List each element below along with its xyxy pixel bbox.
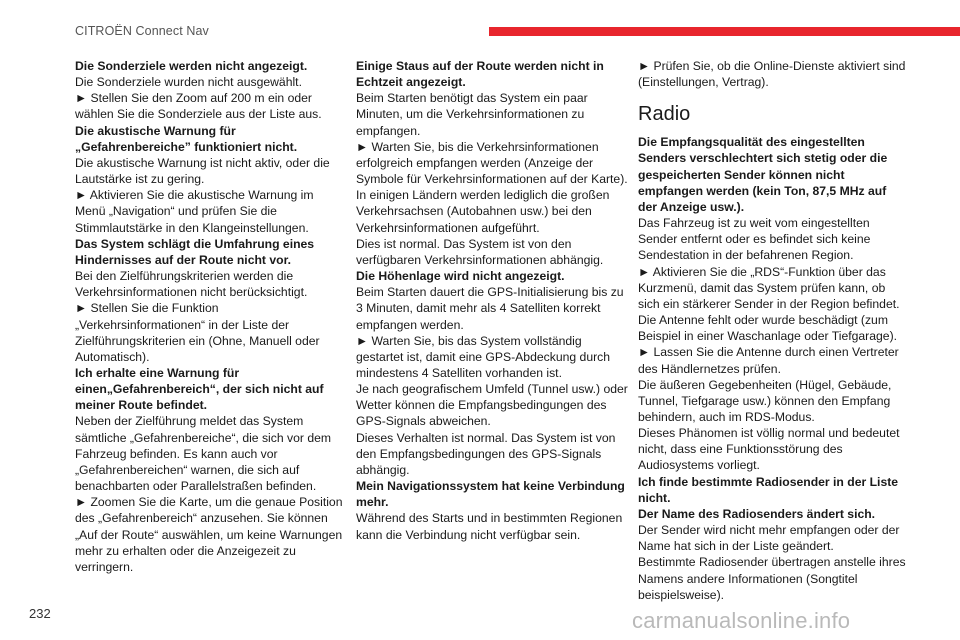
body-paragraph: Dieses Phänomen ist völlig normal und bedeutet nicht, dass eine Funktionsstörung des Audiosystems vorliegt. bbox=[638, 426, 900, 473]
body-paragraph: ► Stellen Sie die Funktion „Verkehrsinformationen“ in der Liste der Zielführungskriterien ein (Ohne, Manuell oder Automatisch). bbox=[75, 301, 320, 364]
bold-heading-paragraph: Das System schlägt die Umfahrung eines Hindernisses auf der Route nicht vor. bbox=[75, 236, 315, 267]
text-column-1 bbox=[75, 58, 347, 575]
header-title: CITROËN Connect Nav bbox=[75, 24, 209, 38]
body-paragraph: ► Aktivieren Sie die „RDS“-Funktion über das Kurzmenü, damit das System prüfen kann, ob sich ein stärkerer Sender in der Region befindet. bbox=[638, 264, 900, 311]
header-accent-bar bbox=[489, 27, 960, 36]
bold-heading-paragraph: Die Empfangsqualität des eingestellten Senders verschlechtert sich stetig oder die gespeicherten Sender können nicht empfangen werden (kein Ton, 87,5 MHz auf der Anzeige usw.). bbox=[638, 135, 888, 214]
body-paragraph: ► Prüfen Sie, ob die Online-Dienste aktiviert sind (Einstellungen, Vertrag). bbox=[638, 59, 906, 90]
body-paragraph: Die Sonderziele wurden nicht ausgewählt. bbox=[75, 75, 302, 90]
bold-heading-paragraph: Ich finde bestimmte Radiosender in der Liste nicht. bbox=[638, 474, 899, 505]
text-column-2 bbox=[356, 58, 632, 543]
watermark: carmanualsonline.info bbox=[632, 608, 851, 633]
bold-heading-paragraph: Ich erhalte eine Warnung für einen„Gefahrenbereich“, der sich nicht auf meiner Route befindet. bbox=[75, 365, 324, 413]
body-paragraph: Während des Starts und in bestimmten Regionen kann die Verbindung nicht verfügbar sein. bbox=[356, 511, 623, 542]
bold-heading-paragraph: Die Höhenlage wird nicht angezeigt. bbox=[356, 269, 565, 284]
body-paragraph: Das Fahrzeug ist zu weit vom eingestellten Sender entfernt oder es befindet sich keine Sendestation in der befahrenen Region. bbox=[638, 216, 871, 263]
body-paragraph: In einigen Ländern werden lediglich die großen Verkehrsachsen (Autobahnen usw.) bei den Verkehrsinformationen aufgeführt. bbox=[356, 188, 610, 235]
section-heading: Radio bbox=[638, 103, 691, 126]
bold-heading-paragraph: Die akustische Warnung für „Gefahrenbereiche” funktioniert nicht. bbox=[75, 123, 298, 154]
body-paragraph: Die akustische Warnung ist nicht aktiv, oder die Lautstärke ist zu gering. bbox=[75, 155, 330, 187]
body-paragraph: Neben der Zielführung meldet das System sämtliche „Gefahrenbereiche“, die sich vor dem Fahrzeug befinden. Es kann auch vor „Gefahrenbereichen“ warnen, die sich auf benachbarten oder Parallelstraßen befinden. bbox=[75, 414, 332, 494]
body-paragraph: Der Sender wird nicht mehr empfangen oder der Name hat sich in der Liste geändert. bbox=[638, 523, 900, 554]
body-paragraph: ► Aktivieren Sie die akustische Warnung im Menü „Navigation“ und prüfen Sie die Stimmlautstärke in den Klangeinstellungen. bbox=[75, 188, 314, 235]
body-paragraph: ► Lassen Sie die Antenne durch einen Vertreter des Händlernetzes prüfen. bbox=[638, 345, 899, 376]
page-number: 232 bbox=[29, 606, 51, 621]
body-paragraph: ► Stellen Sie den Zoom auf 200 m ein oder wählen Sie die Sonderziele aus der Liste aus. bbox=[75, 91, 322, 122]
body-paragraph: ► Zoomen Sie die Karte, um die genaue Position des „Gefahrenbereich“ anzusehen. Sie können „Auf der Route“ auswählen, um keine Warnungen mehr zu erhalten oder die Anzeigezeit zu verringern. bbox=[75, 495, 343, 574]
bold-heading-paragraph: Der Name des Radiosenders ändert sich. bbox=[638, 506, 876, 521]
bold-heading-paragraph: Mein Navigationssystem hat keine Verbindung mehr. bbox=[356, 479, 625, 510]
body-paragraph: Je nach geografischem Umfeld (Tunnel usw.) oder Wetter können die Empfangsbedingungen des GPS-Signals abweichen. bbox=[356, 382, 628, 429]
body-paragraph: ► Warten Sie, bis die Verkehrsinformationen erfolgreich empfangen werden (Anzeige der Symbole für Verkehrsinformationen auf der Karte). bbox=[356, 139, 628, 187]
body-paragraph: Bei den Zielführungskriterien werden die Verkehrsinformationen nicht berücksichtigt. bbox=[75, 269, 308, 300]
body-paragraph: ► Warten Sie, bis das System vollständig gestartet ist, damit eine GPS-Abdeckung durch mindestens 4 Satelliten vorhanden ist. bbox=[356, 333, 611, 380]
body-paragraph: Bestimmte Radiosender übertragen anstelle ihres Namens andere Informationen (Songtitel beispielsweise). bbox=[638, 555, 906, 602]
text-column-3 bbox=[638, 58, 906, 603]
body-paragraph: Dieses Verhalten ist normal. Das System ist von den Empfangsbedingungen des GPS-Signals abhängig. bbox=[356, 430, 616, 477]
body-paragraph: Die Antenne fehlt oder wurde beschädigt (zum Beispiel in einer Waschanlage oder Tiefgarage). bbox=[638, 313, 898, 344]
body-paragraph: Die äußeren Gegebenheiten (Hügel, Gebäude, Tunnel, Tiefgarage usw.) können den Empfang behindern, auch im RDS-Modus. bbox=[638, 377, 892, 424]
bold-heading-paragraph: Einige Staus auf der Route werden nicht in Echtzeit angezeigt. bbox=[356, 59, 604, 90]
body-paragraph: Dies ist normal. Das System ist von den verfügbaren Verkehrsinformationen abhängig. bbox=[356, 236, 604, 267]
body-paragraph: Beim Starten benötigt das System ein paar Minuten, um die Verkehrsinformationen zu empfangen. bbox=[356, 91, 588, 138]
bold-heading-paragraph: Die Sonderziele werden nicht angezeigt. bbox=[75, 59, 308, 73]
body-paragraph: Beim Starten dauert die GPS-Initialisierung bis zu 3 Minuten, damit mehr als 4 Satelliten korrekt empfangen werden. bbox=[356, 285, 624, 332]
